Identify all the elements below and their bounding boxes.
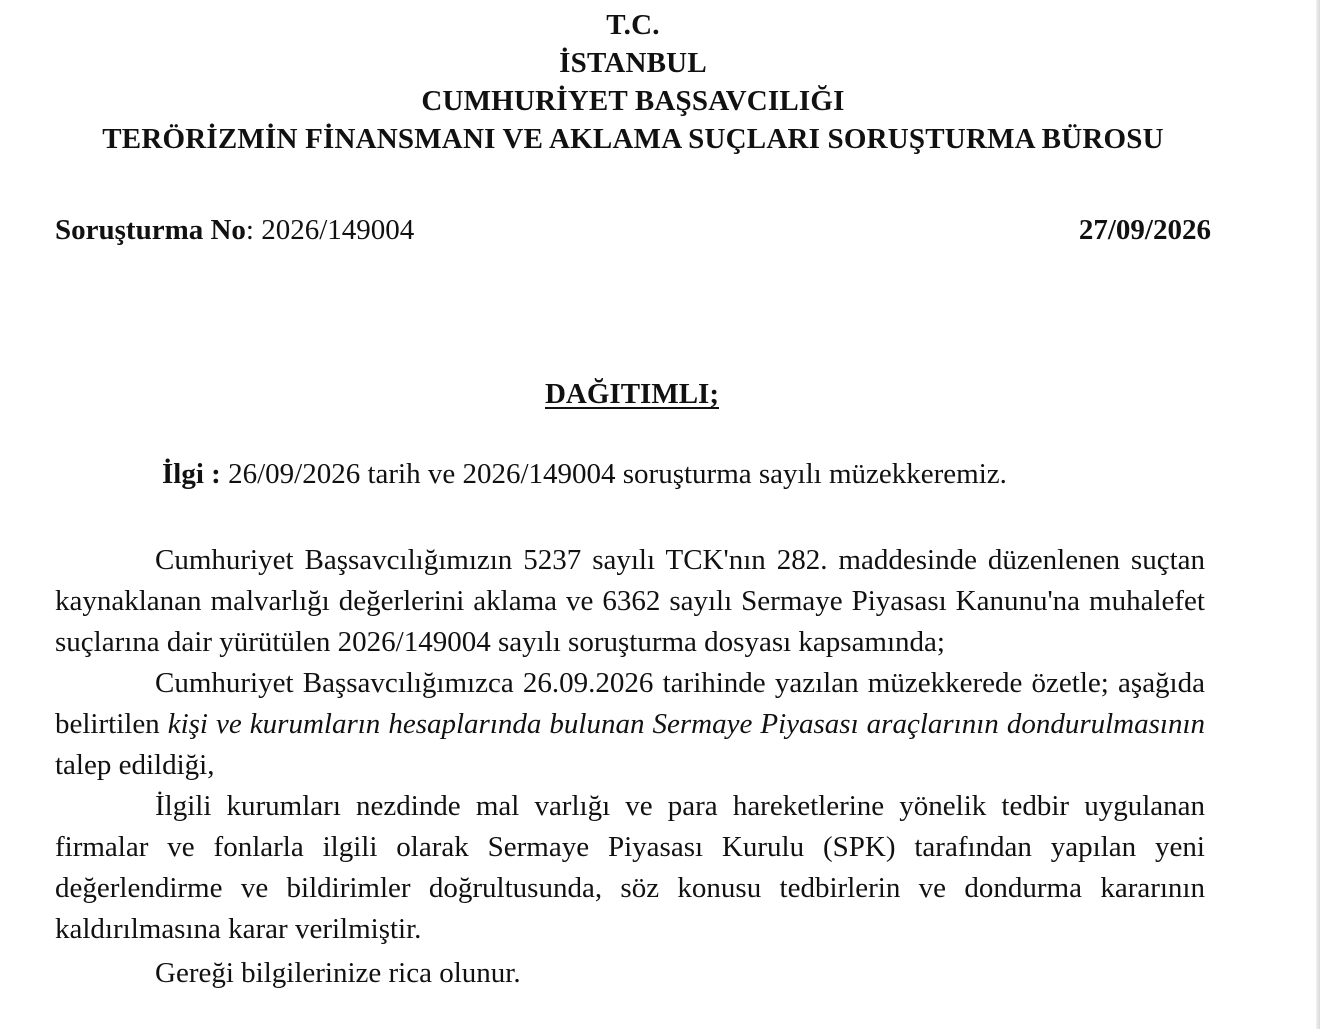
page-edge xyxy=(1316,0,1320,1029)
header-office: CUMHURİYET BAŞSAVCILIĞI xyxy=(421,85,845,117)
paragraph-2 xyxy=(55,663,1205,786)
header-republic: T.C. xyxy=(606,9,660,41)
document-date: 27/09/2026 xyxy=(1078,214,1211,246)
paragraph-1: Cumhuriyet Başsavcılığımızın 5237 sayılı TCK'nın 282. maddesinde düzenlenen suçtan kaynaklanan malvarlığı değerlerini aklama ve 6362 sayılı Sermaye Piyasası Kanunu'na muhalefet suçlarına dair yürütülen 2026/149004 sayılı soruşturma dosyası kapsamında; xyxy=(55,544,1205,658)
distribution-title-block xyxy=(0,374,1264,414)
investigation-number-line xyxy=(55,210,414,250)
paragraph-2-end: talep edildiği, xyxy=(55,749,215,781)
document-meta xyxy=(55,210,1211,250)
reference-label: İlgi xyxy=(162,458,204,490)
paragraph-2-start: Cumhuriyet Başsavcılığımızca 26.09.2026 tarihinde yazılan müzekkerede özetle; aşağıda belirtilen xyxy=(55,667,1205,740)
document-body xyxy=(55,540,1205,994)
header-bureau: TERÖRİZMİN FİNANSMANI VE AKLAMA SUÇLARI SORUŞTURMA BÜROSU xyxy=(102,123,1164,155)
header-city: İSTANBUL xyxy=(559,47,707,79)
investigation-label: Soruşturma No xyxy=(55,214,246,246)
reference-separator: : xyxy=(203,458,229,490)
investigation-number: 2026/149004 xyxy=(261,214,415,246)
distribution-title: DAĞITIMLI; xyxy=(544,378,719,410)
reference-line xyxy=(162,454,1007,494)
paragraph-4: Gereği bilgilerinize rica olunur. xyxy=(155,957,521,989)
investigation-separator: : xyxy=(245,214,262,246)
paragraph-3: İlgili kurumları nezdinde mal varlığı ve para hareketlerine yönelik tedbir uygulanan firmalar ve fonlarla ilgili olarak Sermaye Piyasası Kurulu (SPK) tarafından yapılan yeni değerlendirme ve bildirimler doğrultusunda, söz konusu tedbirlerin ve dondurma kararının kaldırılmasına karar verilmiştir. xyxy=(55,790,1205,945)
reference-text: 26/09/2026 tarih ve 2026/149004 soruşturma sayılı müzekkeremiz. xyxy=(228,458,1007,490)
paragraph-2-emphasis: kişi ve kurumların hesaplarında bulunan Sermaye Piyasası araçlarının dondurulmasının xyxy=(167,708,1205,740)
document-header xyxy=(0,6,1266,158)
